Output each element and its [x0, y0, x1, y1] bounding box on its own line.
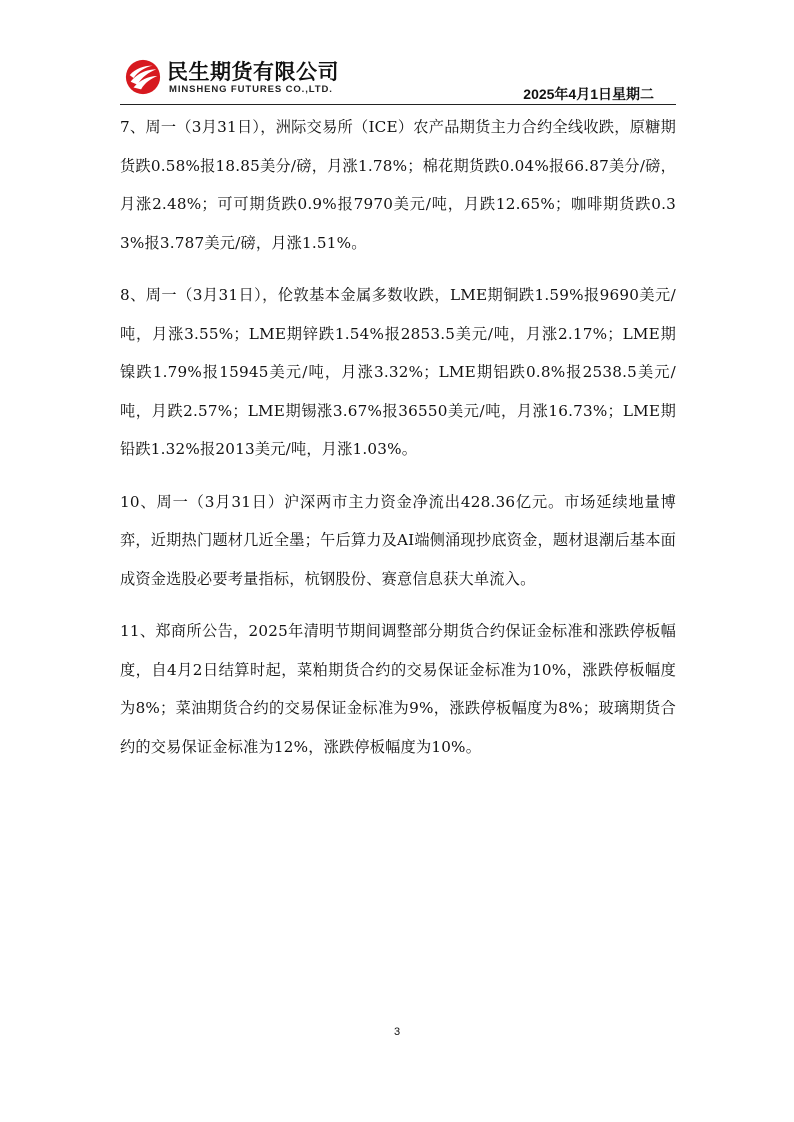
page-header [0, 0, 794, 110]
logo-company-name-en: MINSHENG FUTURES CO.,LTD. [169, 84, 333, 95]
logo-company-name-cn: 民生期货有限公司 [167, 60, 339, 84]
news-item-10: 10、周一（3月31日）沪深两市主力资金净流出428.36亿元。市场延续地量博弈，近期热门题材几近全墨；午后算力及AI端侧涌现抄底资金，题材退潮后基本面成资金选股必要考量指标，杭钢股份、赛意信息获大单流入。 [120, 492, 676, 588]
news-content [120, 108, 676, 780]
report-date: 2025年4月1日星期二 [523, 86, 654, 102]
header-divider [120, 104, 676, 105]
news-item-7: 7、周一（3月31日），洲际交易所（ICE）农产品期货主力合约全线收跌，原糖期货跌0.58%报18.85美分/磅，月涨1.78%；棉花期货跌0.04%报66.87美分/磅，月涨2.48%；可可期货跌0.9%报7970美元/吨，月跌12.65%；咖啡期货跌0.33%报3.787美元/磅，月涨1.51%。 [120, 118, 676, 252]
company-logo [124, 56, 364, 102]
minsheng-logo-icon [124, 58, 162, 96]
page-number: 3 [393, 1026, 401, 1038]
news-item-11: 11、郑商所公告，2025年清明节期间调整部分期货合约保证金标准和涨跌停板幅度，自4月2日结算时起，菜粕期货合约的交易保证金标准为10%，涨跌停板幅度为8%；菜油期货合约的交易保证金标准为9%，涨跌停板幅度为8%；玻璃期货合约的交易保证金标准为12%，涨跌停板幅度为10%。 [120, 622, 676, 756]
news-item-8: 8、周一（3月31日），伦敦基本金属多数收跌，LME期铜跌1.59%报9690美元/吨，月涨3.55%；LME期锌跌1.54%报2853.5美元/吨，月涨2.17%；LME期镍跌1.79%报15945美元/吨，月涨3.32%；LME期铝跌0.8%报2538.5美元/吨，月跌2.57%；LME期锡涨3.67%报36550美元/吨，月涨16.73%；LME期铅跌1.32%报2013美元/吨，月涨1.03%。 [120, 286, 676, 458]
